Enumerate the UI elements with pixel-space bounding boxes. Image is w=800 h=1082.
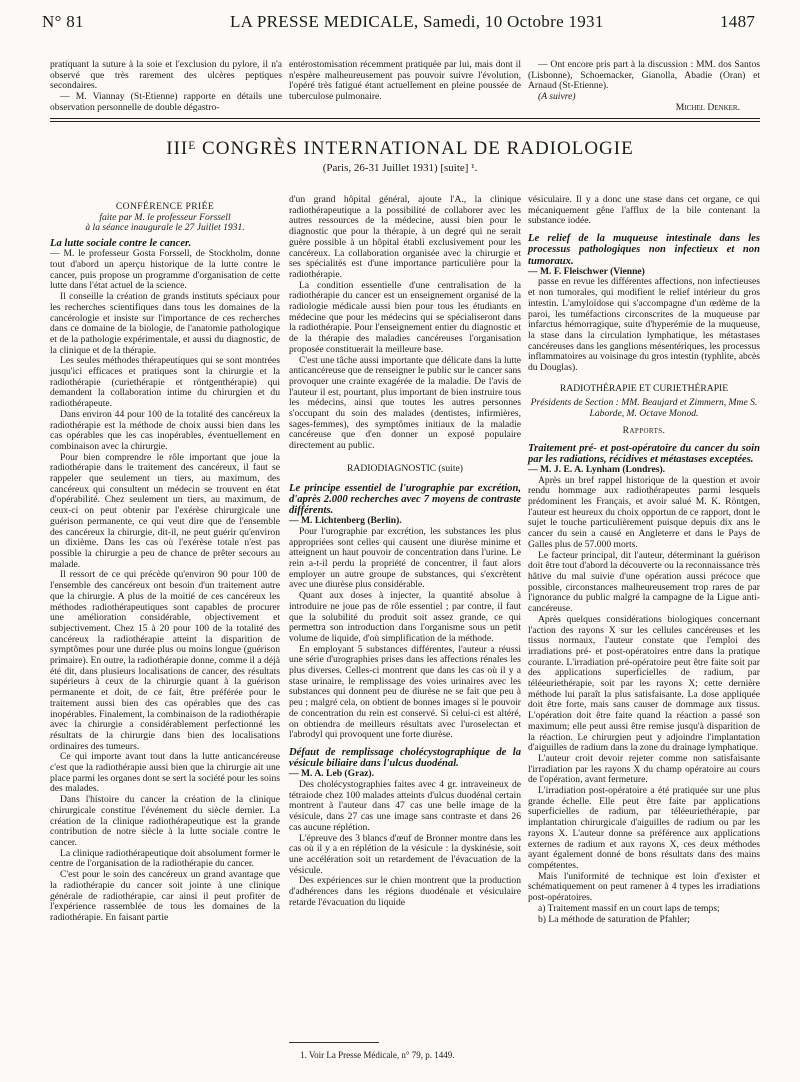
subheading: Traitement pré- et post-opératoire du cancer du soin par les radiations, récidives et métastases exceptées.: [528, 442, 760, 465]
column-2: [289, 195, 521, 909]
paragraph: entérostomisation récemment pratiquée par lui, mais dont il n'espère malheureusement pas pouvoir suivre l'évolution, l'opéré très fatigué étant actuellement en pleine poussée de tuberculose pulmonaire.: [289, 59, 521, 103]
top-column-2: [289, 60, 521, 103]
paragraph: La clinique radiothérapeutique doit absolument former le centre de l'organisation de la radiothérapie du cancer.: [50, 847, 280, 870]
paragraph: L'épreuve des 3 blancs d'œuf de Bronner montre dans les cas où il y a en réplétion de la vésicule : la dyskinésie, soit une accélération soit un retardement de l'évacuation de la vésicule.: [289, 832, 521, 876]
paragraph: C'est une tâche aussi importante que délicate dans la lutte anticancéreuse que de renseigner le public sur le cancer sans provoquer une crainte exagérée de la maladie. De l'avis de l'auteur il est, pourtant, plus important de bien instruire tous les médecins, ainsi que toutes les autres personnes s'occupant du soin des malades (dentistes, infirmières, sages-femmes), des symptômes initiaux de la maladie cancéreuse que d'en donner un exposé populaire directement au public.: [289, 354, 522, 452]
paragraph: L'auteur croit devoir rejeter comme non satisfaisante l'irradiation par les rayons X du champ opératoire au cours de l'opération, avant fermeture.: [528, 752, 760, 786]
author: — M. J. E. A. Lynham (Londres).: [528, 463, 666, 475]
paragraph: Le facteur principal, dit l'auteur, déterminant la guérison doit être tout d'abord la découverte ou la reconnaissance très hâtive du mal suivie d'une opération aussi précoce que possible, circonstances malheureusement trop rares de par l'ignorance du public malgré la campagne de la Ligue anti-cancéreuse.: [528, 549, 760, 615]
author: — M. A. Leb (Graz).: [289, 768, 374, 780]
paragraph: Pour bien comprendre le rôle important que joue la radiothérapie dans le traitement des cancéreux, il faut se rappeler que seulement un tiers, au maximum, des cancéreux qui consultent un médecin se trouvent en état d'opérabilité. Chez seulement un tiers, au maximum, de ceux-ci on peut obtenir par l'exérèse chirurgicale une guérison permanente, ce qui veut dire que de l'ensemble des cancéreux la chirurgie, dit-il, ne peut guérir qu'environ un dixième. Dans les cas où l'exérèse totale n'est pas possible la chirurgie a peu de chance de prêter secours au malade.: [50, 451, 280, 570]
reports-heading: Rapports.: [622, 424, 666, 436]
paragraph: Des expériences sur le chien montrent que la production d'adhérences dans les régions duodénale et vésiculaire retarde l'évacuation du liquide: [289, 875, 521, 908]
byline: à la séance inaugurale le 27 Juillet 1931.: [85, 222, 245, 234]
presidents: Présidents de Section : MM. Beaujard et Zimmern, Mme S. Laborde, M. Octave Monod.: [530, 397, 758, 420]
footnote: 1. Voir La Presse Médicale, n° 79, p. 1449.: [300, 1050, 455, 1060]
paragraph: vésiculaire. Il y a donc une stase dans cet organe, ce qui mécaniquement gêne l'afflux de la bile contenant la substance iodée.: [528, 194, 760, 227]
column-1: [50, 202, 280, 924]
paragraph: Mais l'uniformité de technique est loin d'exister et schématiquement on peut ramener à 4 types les irradiations post-opératoires.: [528, 870, 760, 904]
paragraph: Quant aux doses à injecter, la quantité absolue à introduire ne joue pas de rôle essentiel ; par contre, il faut que la solubilité du produit soit assez grande, ce qui permettra son introduction dans l'organisme sous un petit volume de liquide, d'où simplification de la méthode.: [289, 590, 521, 644]
paragraph: d'un grand hôpital général, ajoute l'A., la clinique radiothérapeutique a la possibilité de collaborer avec les autres ressources de la médecine, aussi bien pour le diagnostic que pour la thérapie, à un degré qui ne serait guère possible à un hôpital établi exclusivement pour les cancéreux. La collaboration organisée avec la chirurgie et ses spécialités est d'une importance particulière pour la radiothérapie.: [289, 194, 521, 280]
paragraph: — M. le professeur Gosta Forssell, de Stockholm, donne tout d'abord un aperçu historique de la lutte contre le cancer, puis propose un programme d'organisation de cette lutte dans l'état actuel de la science.: [50, 248, 280, 292]
signature: Michel Denker.: [675, 101, 740, 113]
paragraph: passe en revue les différentes affections, non infectieuses et non tumorales, qui modifient le relief intérieur du gros intestin. L'amyloïdose qui s'accompagne d'un œdème de la paroi, les tuméfactions circonscrites de la muqueuse par infarctus hémorragique, suite d'hyperémie de la muqueuse, la stase dans la circulation lymphatique, les métastases cancéreuses dans les ganglions mésentériques, les processus inflammatoires au voisinage du gros intestin (typhlite, abcès du Douglas).: [528, 276, 760, 374]
paragraph: Dans l'histoire du cancer la création de la clinique chirurgicale constitue l'événement du siècle dernier. La création de la clinique radiothérapeutique est la grande contribution de notre siècle à la lutte sociale contre le cancer.: [50, 794, 280, 848]
paragraph: Après un bref rappel historique de la question et avoir rendu hommage aux radiothérapeutes parmi lesquels prédominent les Français, et avoir salué M. K. Röntgen, l'auteur est heureux du choix opportun de ce rapport, dont le sujet le touche particulièrement puisque depuis dix ans le cancer du sein a causé en Angleterre et dans le Pays de Galles plus de 57.000 morts.: [528, 474, 760, 550]
paragraph: C'est pour le soin des cancéreux un grand avantage que la radiothérapie du cancer soit jointe à une clinique générale de radiothérapie, car ainsi il peut profiter de l'expérience rassemblée de tous les domaines de la radiothérapie. En faisant partie: [50, 869, 280, 923]
top-column-1: [50, 60, 282, 114]
subheading: Le relief de la muqueuse intestinale dans les processus pathologiques non infectieux et non tumoraux.: [528, 233, 760, 267]
paragraph: — M. Viannay (St-Etienne) rapporte en détails une observation personnelle de double dégastro-: [50, 91, 282, 113]
paragraph: Après quelques considérations biologiques concernant l'action des rayons X sur les cellules cancéreuses et les tissus normaux, l'auteur constate que l'emploi des irradiations pré- et post-opératoires entre dans la pratique courante. L'irradiation pré-opératoire peut être faite soit par des applications superficielles de radium, par téléeuriethérapie, soit par les rayons X; cette dernière méthode lui paraît la plus satisfaisante. La dose appliquée doit être forte, mais sans causer de dommage aux tissus. L'opération doit être faite quand la réaction a passé son maximum; elle peut aussi être remise jusqu'à disparition de la réaction. Le chirurgien peut y adjoindre l'implantation d'aiguilles de radium dans la zone du drainage lymphatique.: [528, 613, 760, 754]
paragraph: La condition essentielle d'une centralisation de la radiothérapie du cancer est un enseignement organisé de la radiologie médicale aussi bien pour tous les étudiants en médecine que pour les médecins qui se spécialiseront dans la radiothérapie. Pour l'enseignement entier du diagnostic et de la thérapie des maladies cancéreuses l'organisation proposée constituerait la meilleure base.: [289, 279, 521, 355]
divider: [50, 121, 760, 122]
paragraph: Il conseille la création de grands instituts spéciaux pour les recherches scientifiques dans tous les domaines de la cancérologie et insiste sur l'importance de ces recherches dans ce domaine de la biologie, de l'anatomie pathologique et de la pathologie expérimentale, et aussi du diagnostic, de la clinique et de la thérapie.: [50, 291, 280, 356]
masthead: LA PRESSE MEDICALE, Samedi, 10 Octobre 1931: [230, 12, 604, 31]
paragraph: Les seules méthodes thérapeutiques qui se sont montrées jusqu'ici efficaces et pratiques sont la chirurgie et la radiothérapie (curiethérapie et röntgenthérapie) qui demandent la collaboration intime du chirurgien et du radiothérapeute.: [50, 355, 280, 410]
author: — M. Lichtenberg (Berlin).: [289, 515, 402, 527]
paragraph: Des cholécystographies faites avec 4 gr. intraveineux de tétraiode chez 100 malades atteints d'ulcus duodénal certain montrent à l'auteur dans 47 cas une belle image de la vésicule, dans 27 cas une image sans contraste et dans 26 cas aucune réplétion.: [289, 779, 521, 833]
paragraph: L'irradiation post-opératoire a été pratiquée sur une plus grande échelle. Elle peut être faite par applications superficielles de radium, par téléeuriethérapie, par implantation chirurgicale d'aiguilles de radium ou par les rayons X. L'auteur donne sa préférence aux applications externes de radium et aux rayons X, ces deux méthodes ayant également donné de bons résultats dans des mains compétentes.: [528, 785, 760, 871]
page-header: [0, 0, 800, 46]
divider: [50, 118, 760, 119]
issue-number: N° 81: [42, 12, 84, 31]
section-heading: RADIODIAGNOSTIC (suite): [347, 462, 463, 474]
list-item: a) Traitement massif en un court laps de temps;: [538, 902, 720, 914]
paragraph: Il ressort de ce qui précède qu'environ 90 pour 100 de l'ensemble des cancéreux ont besoin d'un traitement autre que la chirurgie. A plus de la moitié de ces cancéreux les méthodes radiothérapeutiques sont capables de procurer une amélioration considérable, objectivement et subjectivement. Chez 15 à 20 pour 100 de la totalité des cancéreux la radiothérapie atteint la disparition de symptômes pour une durée plus ou moins longue (guérison primaire). En outre, la radiothérapie donne, comme il a déjà été dit, dans plusieurs localisations de cancer, des résultats supérieurs à ceux de la chirurgie quant à la guérison permanente et doit, de ce fait, être préférée pour le traitement aussi bien des cas opérables que des cas inopérables. Finalement, la combinaison de la radiothérapie avec la chirurgie a considérablement perfectionné les résultats de la chirurgie dans bien des localisations ordinaires des tumeurs.: [50, 569, 280, 752]
top-column-3: [528, 60, 760, 114]
paragraph: Dans environ 44 pour 100 de la totalité des cancéreux la radiothérapie est la méthode de choix aussi bien dans les cas opérables que les cas inopérables, éventuellement en combinaison avec la chirurgie.: [50, 408, 280, 452]
byline: faite par M. le professeur Forssell: [99, 211, 231, 223]
article-title: IIIᴱ CONGRÈS INTERNATIONAL DE RADIOLOGIE: [166, 138, 634, 159]
page-number: 1487: [720, 12, 756, 31]
section-heading: RADIOTHÉRAPIE ET CURIETHÉRAPIE: [559, 382, 729, 394]
paragraph: Pour l'urographie par excrétion, les substances les plus appropriées sont celles qui causent une diurèse minime et atteignent un haut pouvoir de concentration dans l'urine. Le rein a-t-il perdu la propriété de concentrer, il faut alors employer un autre groupe de substances, qui s'excrètent avec une diurèse plus considérable.: [289, 525, 521, 591]
author: — M. F. Fleischwer (Vienne): [528, 265, 645, 277]
article-subtitle: (Paris, 26-31 Juillet 1931) [suite] ¹.: [322, 162, 478, 174]
subheading: Le principe essentiel de l'urographie par excrétion, d'après 2.000 recherches avec 7 moyens de contraste différents.: [289, 482, 521, 516]
paragraph: pratiquant la suture à la soie et l'exclusion du pylore, il n'a observé que très rarement des ulcères peptiques secondaires.: [50, 59, 282, 92]
paragraph: En employant 5 substances différentes, l'auteur a réussi une série d'urographies prises dans les affections rénales les plus diverses. Celles-ci montrent que dans les cas où il y a stase urinaire, le remplissage des voies urinaires avec les substances qui donnent peu de diurèse ne se fait que peu à peu ; malgré cela, on obtient de bonnes images si le pouvoir de concentration du rein est conservé. Si celui-ci est altéré, on obtiendra de meilleurs résultats avec l'uroselectan et l'abrodyl qui provoquent une forte diurèse.: [289, 643, 521, 741]
to-be-continued: (A suivre): [538, 91, 576, 103]
subheading: Défaut de remplissage cholécystographique de la vésicule biliaire dans l'ulcus duodénal.: [289, 746, 521, 770]
subheading: La lutte sociale contre le cancer.: [50, 238, 192, 250]
column-3: [528, 195, 760, 925]
footnote-rule: [289, 1042, 379, 1043]
paragraph: — Ont encore pris part à la discussion : MM. dos Santos (Lisbonne), Schoemacker, Gianolla, Abadie (Oran) et Arnaud (St-Etienne).: [528, 59, 760, 92]
list-item: b) La méthode de saturation de Pfahler;: [538, 913, 690, 925]
paragraph: Ce qui importe avant tout dans la lutte anticancéreuse c'est que la radiothérapie aussi bien que la chirurgie ait une place parmi les organes dont se sert la société pour les soins des malades.: [50, 751, 280, 795]
section-heading: CONFÉRENCE PRIÉE: [115, 201, 215, 212]
